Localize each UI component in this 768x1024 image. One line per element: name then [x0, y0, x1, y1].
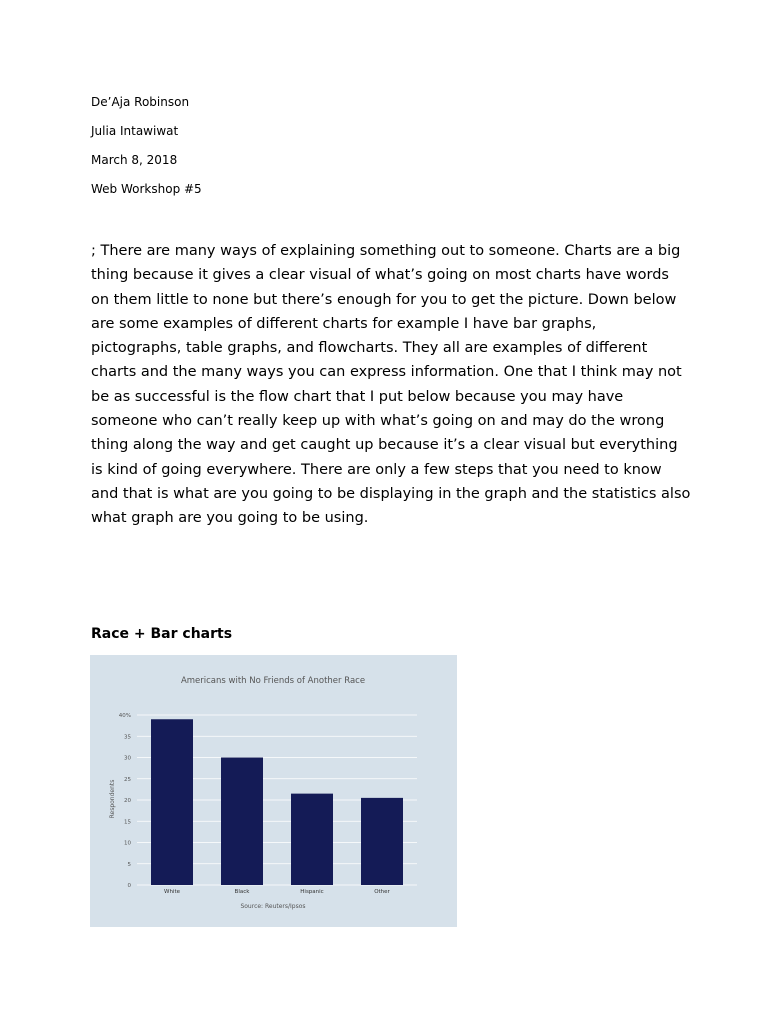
y-tick-label: 20	[124, 798, 131, 804]
y-tick-label: 40%	[118, 713, 131, 719]
y-axis-label: Respondents	[109, 779, 116, 819]
y-axis-ticks	[119, 713, 132, 889]
y-tick-label: 15	[124, 819, 131, 826]
bar-white	[151, 719, 193, 885]
y-tick-label: 0	[127, 883, 131, 889]
bar-black	[221, 758, 263, 886]
y-tick-label: 35	[124, 734, 131, 741]
chart-bars	[151, 719, 403, 885]
author-name: De’Aja Robinson	[91, 95, 190, 109]
body-paragraph: ; There are many ways of explaining something out to someone. Charts are a big thing because it gives a clear visual of what’s going on most charts have words on them little to none but there’s enough for you to get the picture. Down below are some examples of different charts for example I have bar graphs, pictographs, table graphs, and flowcharts. They all are examples of different charts and the many ways you can express information. One that I think may not be as successful is the flow chart that I put below because you may have someone who can’t really keep up with what’s going on and may do the wrong thing along the way and get caught up because it’s a clear visual but everything is kind of going everywhere. There are only a few steps that you need to know and that is what are you going to be displaying in the graph and the statistics also what graph are you going to be using.	[91, 243, 691, 527]
bar-other	[361, 798, 403, 885]
x-tick-label: Hispanic	[300, 889, 324, 895]
chart-title: Americans with No Friends of Another Race	[180, 676, 366, 686]
x-axis-labels	[164, 889, 391, 895]
x-tick-label: White	[164, 889, 180, 895]
bar-hispanic	[291, 794, 333, 885]
instructor-name: Julia Intawiwat	[91, 124, 179, 138]
bar-chart-figure	[90, 655, 457, 927]
y-tick-label: 25	[124, 776, 131, 783]
course-title: Web Workshop #5	[91, 182, 202, 196]
document-date: March 8, 2018	[91, 153, 178, 167]
chart-source: Source: Reuters/Ipsos	[240, 903, 306, 910]
y-tick-label: 30	[124, 755, 131, 762]
x-tick-label: Other	[374, 889, 390, 895]
y-tick-label: 10	[124, 840, 131, 847]
x-tick-label: Black	[234, 889, 250, 895]
bar-chart	[90, 655, 457, 927]
y-tick-label: 5	[127, 861, 131, 868]
section-heading: Race + Bar charts	[91, 626, 233, 642]
